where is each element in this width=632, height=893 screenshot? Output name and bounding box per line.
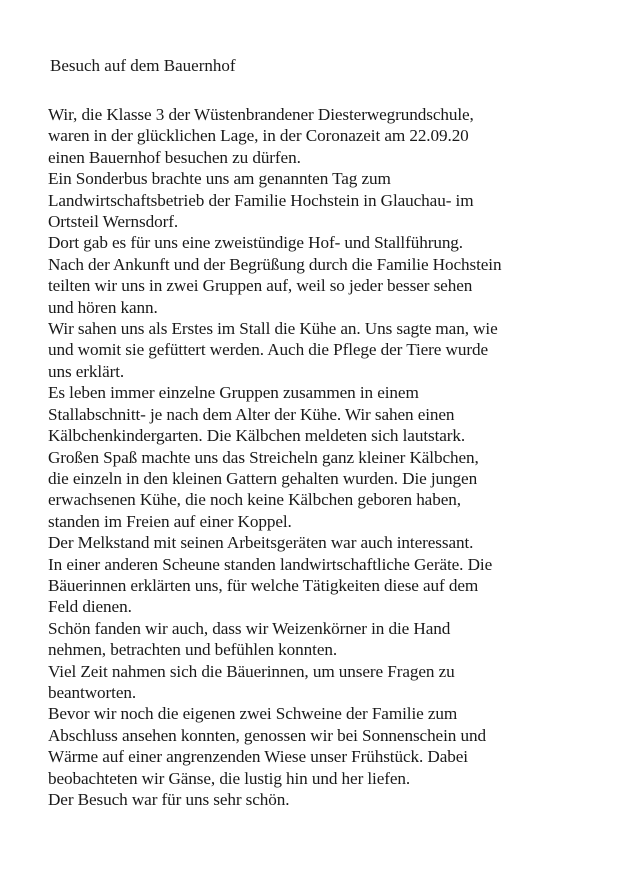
- text-line: beantworten.: [48, 682, 137, 702]
- text-line: Dort gab es für uns eine zweistündige Hof- und Stallführung.: [48, 233, 464, 253]
- text-line: und womit sie gefüttert werden. Auch die Pflege der Tiere wurde: [48, 340, 488, 360]
- text-line: Stallabschnitt- je nach dem Alter der Kühe. Wir sahen einen: [48, 404, 455, 424]
- text-line: und hören kann.: [48, 297, 158, 317]
- text-line: Wir sahen uns als Erstes im Stall die Kühe an. Uns sagte man, wie: [48, 319, 498, 339]
- text-line: Großen Spaß machte uns das Streicheln ganz kleiner Kälbchen,: [48, 447, 479, 467]
- text-line: Viel Zeit nahmen sich die Bäuerinnen, um unsere Fragen zu: [48, 661, 455, 681]
- text-line: einen Bauernhof besuchen zu dürfen.: [48, 147, 301, 167]
- text-line: Ein Sonderbus brachte uns am genannten Tag zum: [48, 169, 391, 189]
- text-line: Wärme auf einer angrenzenden Wiese unser Frühstück. Dabei: [48, 747, 468, 767]
- text-line: erwachsenen Kühe, die noch keine Kälbchen geboren haben,: [48, 490, 461, 510]
- text-line: Wir, die Klasse 3 der Wüstenbrandener Diesterwegrundschule,: [48, 105, 474, 124]
- text-line: beobachteten wir Gänse, die lustig hin und her liefen.: [48, 768, 411, 788]
- text-line: Nach der Ankunft und der Begrüßung durch die Familie Hochstein: [48, 254, 502, 274]
- document-title: Besuch auf dem Bauernhof: [50, 56, 236, 75]
- text-line: waren in der glücklichen Lage, in der Coronazeit am 22.09.20: [48, 126, 469, 146]
- text-line: Abschluss ansehen konnten, genossen wir bei Sonnenschein und: [48, 725, 486, 745]
- text-line: standen im Freien auf einer Koppel.: [48, 511, 292, 531]
- text-line: Landwirtschaftsbetrieb der Familie Hochstein in Glauchau- im: [48, 190, 474, 210]
- text-line: nehmen, betrachten und befühlen konnten.: [48, 640, 338, 660]
- document-body: [48, 104, 618, 810]
- text-line: uns erklärt.: [48, 361, 125, 381]
- text-line: Der Besuch war für uns sehr schön.: [48, 790, 290, 809]
- text-line: Der Melkstand mit seinen Arbeitsgeräten war auch interessant.: [48, 533, 474, 553]
- text-line: In einer anderen Scheune standen landwirtschaftliche Geräte. Die: [48, 554, 493, 574]
- text-line: Kälbchenkindergarten. Die Kälbchen meldeten sich lautstark.: [48, 426, 466, 446]
- text-line: Bevor wir noch die eigenen zwei Schweine der Familie zum: [48, 704, 458, 724]
- text-line: Bäuerinnen erklärten uns, für welche Tätigkeiten diese auf dem: [48, 575, 479, 595]
- text-line: Ortsteil Wernsdorf.: [48, 212, 179, 232]
- text-line: teilten wir uns in zwei Gruppen auf, weil so jeder besser sehen: [48, 276, 473, 296]
- text-line: Es leben immer einzelne Gruppen zusammen in einem: [48, 383, 419, 403]
- text-line: Feld dienen.: [48, 597, 132, 617]
- text-line: Schön fanden wir auch, dass wir Weizenkörner in die Hand: [48, 618, 451, 638]
- text-line: die einzeln in den kleinen Gattern gehalten wurden. Die jungen: [48, 468, 478, 488]
